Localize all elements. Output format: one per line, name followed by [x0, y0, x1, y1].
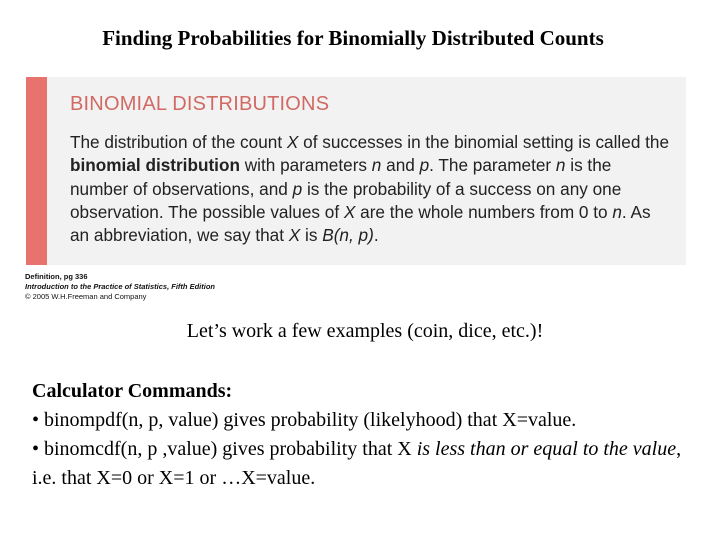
slide-title: Finding Probabilities for Binomially Distributed Counts — [102, 26, 604, 50]
binomcdf-bullet: • binomcdf(n, p ,value) gives probability that X is less than or equal to the value, i.e. that X=0 or X=1 or …X=value. — [32, 438, 682, 489]
accent-bar — [26, 77, 47, 265]
definition-figure — [26, 77, 686, 265]
figure-heading: BINOMIAL DISTRIBUTIONS — [70, 93, 330, 115]
binomial-distribution-term: binomial distribution — [70, 155, 240, 176]
examples-text: Let’s work a few examples (coin, dice, etc.)! — [186, 320, 544, 342]
definition-text: The distribution of the count X of successes in the binomial setting is called the binomial distribution with parameters n and p. The parameter n is the number of observations, and p is the probability of a success on any one observation. The possible values of X are the whole numbers from 0 to n. As an abbreviation, we say that X is B(n, p). — [70, 132, 670, 246]
credit-definition: Definition, pg 336 — [25, 272, 88, 281]
credit-book: Introduction to the Practice of Statistics, Fifth Edition — [25, 282, 216, 291]
credit-copyright: © 2005 W.H.Freeman and Company — [25, 292, 147, 301]
figure-credit — [25, 272, 215, 302]
calculator-commands — [32, 377, 702, 493]
calculator-heading: Calculator Commands: — [32, 380, 233, 402]
binompdf-bullet: • binompdf(n, p, value) gives probability (likelyhood) that X=value. — [32, 409, 577, 431]
